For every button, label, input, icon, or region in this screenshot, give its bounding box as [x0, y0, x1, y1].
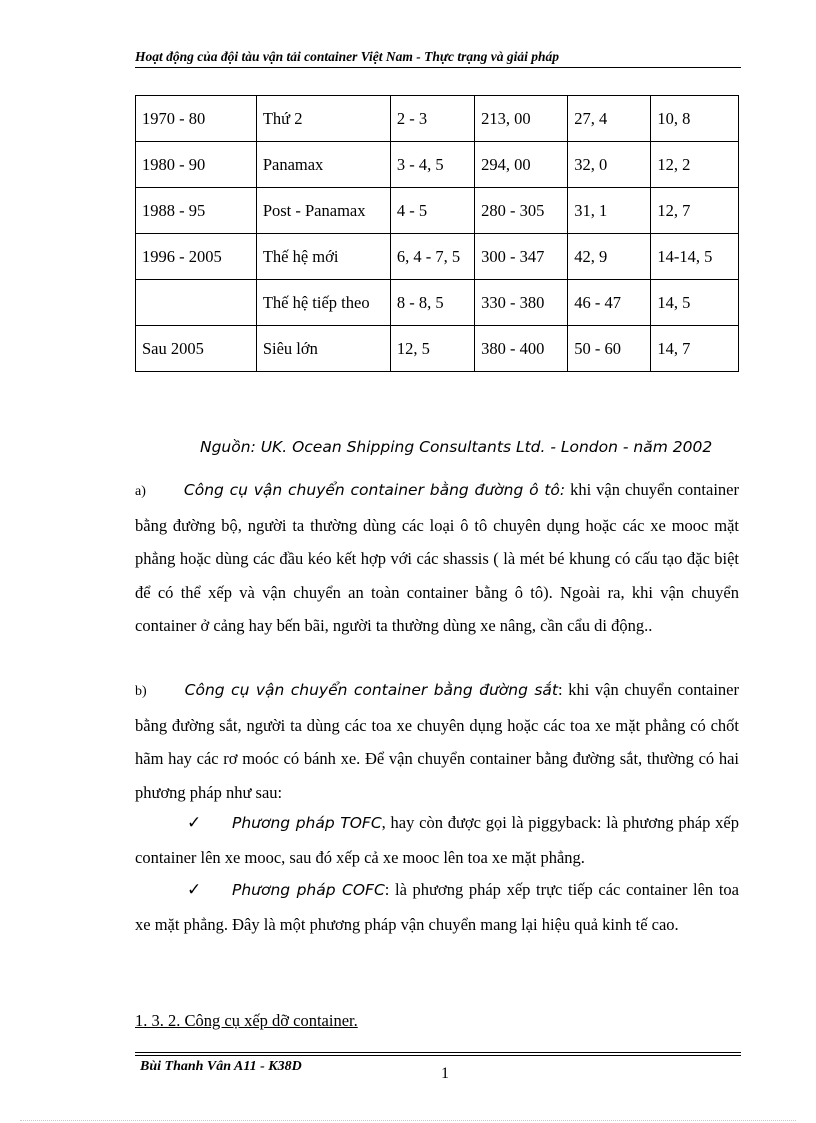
section-heading: 1. 3. 2. Công cụ xếp dỡ container. — [135, 1011, 358, 1030]
ship-generations-table — [135, 95, 739, 372]
table-cell: 8 - 8, 5 — [390, 280, 474, 326]
table-cell: 12, 2 — [651, 142, 739, 188]
bullet-text: : là phương pháp xếp trực tiếp các container lên toa xe mặt phẳng. Đây là một phương pháp vận chuyển mang lại hiệu quả kinh tế cao. — [135, 880, 739, 934]
table-row — [136, 234, 739, 280]
table-cell: 380 - 400 — [475, 326, 568, 372]
list-marker-a: a) — [135, 484, 146, 499]
table-cell: Thứ 2 — [256, 96, 390, 142]
table-cell: 12, 5 — [390, 326, 474, 372]
table-cell: Post - Panamax — [256, 188, 390, 234]
paragraph-term: Công cụ vận chuyển container bằng đường ô tô: — [183, 481, 566, 499]
table-cell: Thế hệ mới — [256, 234, 390, 280]
bullet-cofc — [135, 873, 739, 941]
table-cell: 50 - 60 — [568, 326, 651, 372]
page-bottom-divider — [20, 1120, 796, 1121]
table-cell: 2 - 3 — [390, 96, 474, 142]
table-cell: 14-14, 5 — [651, 234, 739, 280]
paragraph-text: khi vận chuyển container bằng đường bộ, người ta thường dùng các loại ô tô chuyên dụng hoặc các xe mooc mặt phẳng hoặc dùng các đầu kéo kết hợp với các shassis ( là mét bé khung có cấu tạo đặc biệt để có thể xếp và vận chuyển an toàn container bằng ô tô). Ngoài ra, khi vận chuyển container ở cảng hay bến bãi, người ta thường dùng xe nâng, cần cẩu di động.. — [135, 480, 739, 635]
table-cell: 1988 - 95 — [136, 188, 257, 234]
table-cell: 42, 9 — [568, 234, 651, 280]
table-cell: 6, 4 - 7, 5 — [390, 234, 474, 280]
paragraph-term: Công cụ vận chuyển container bằng đường sắt — [184, 681, 559, 699]
table-cell: 3 - 4, 5 — [390, 142, 474, 188]
table-cell: 280 - 305 — [475, 188, 568, 234]
table-source-note: Nguồn: UK. Ocean Shipping Consultants Ltd. - London - năm 2002 — [200, 438, 713, 456]
table-cell — [136, 280, 257, 326]
bullet-text: , hay còn được gọi là piggyback: là phương pháp xếp container lên xe mooc, sau đó xếp cả xe mooc lên toa xe mặt phẳng. — [135, 813, 740, 867]
table-cell: 14, 7 — [651, 326, 739, 372]
table-cell: 14, 5 — [651, 280, 739, 326]
table-cell: Panamax — [256, 142, 390, 188]
paragraph-rail-transport — [135, 673, 739, 809]
table-cell: 1970 - 80 — [136, 96, 257, 142]
table-cell: 300 - 347 — [475, 234, 568, 280]
checkmark-icon: ✓ — [187, 880, 202, 899]
table-row — [136, 188, 739, 234]
table-cell: Thế hệ tiếp theo — [256, 280, 390, 326]
table-cell: 330 - 380 — [475, 280, 568, 326]
bullet-term: Phương pháp TOFC — [232, 814, 382, 832]
bullet-tofc — [135, 806, 739, 874]
table-row — [136, 280, 739, 326]
table-cell: Sau 2005 — [136, 326, 257, 372]
table-row — [136, 326, 739, 372]
table-cell: 12, 7 — [651, 188, 739, 234]
paragraph-text: : khi vận chuyển container bằng đường sắt, người ta dùng các toa xe chuyên dụng hoặc các toa xe mặt phẳng có chốt hãm hay các rơ moóc có bánh xe. Để vận chuyển container bằng đường sắt, thường có hai phương pháp như sau: — [135, 680, 739, 802]
page-header: Hoạt động của đội tàu vận tải container Việt Nam - Thực trạng và giải pháp — [135, 49, 741, 68]
paragraph-road-transport — [135, 473, 739, 643]
footer-divider — [135, 1052, 741, 1056]
table-cell: 46 - 47 — [568, 280, 651, 326]
table-cell: 31, 1 — [568, 188, 651, 234]
table-cell: 1980 - 90 — [136, 142, 257, 188]
table-row — [136, 96, 739, 142]
table-row — [136, 142, 739, 188]
footer-author: Bùi Thanh Vân A11 - K38D — [140, 1059, 302, 1074]
list-marker-b: b) — [135, 684, 147, 699]
table-cell: 4 - 5 — [390, 188, 474, 234]
table-cell: Siêu lớn — [256, 326, 390, 372]
table-cell: 294, 00 — [475, 142, 568, 188]
table-cell: 10, 8 — [651, 96, 739, 142]
table-cell: 32, 0 — [568, 142, 651, 188]
bullet-term: Phương pháp COFC — [232, 881, 385, 899]
checkmark-icon: ✓ — [187, 813, 202, 832]
table-cell: 213, 00 — [475, 96, 568, 142]
table-cell: 27, 4 — [568, 96, 651, 142]
table-cell: 1996 - 2005 — [136, 234, 257, 280]
page-number: 1 — [441, 1065, 449, 1082]
